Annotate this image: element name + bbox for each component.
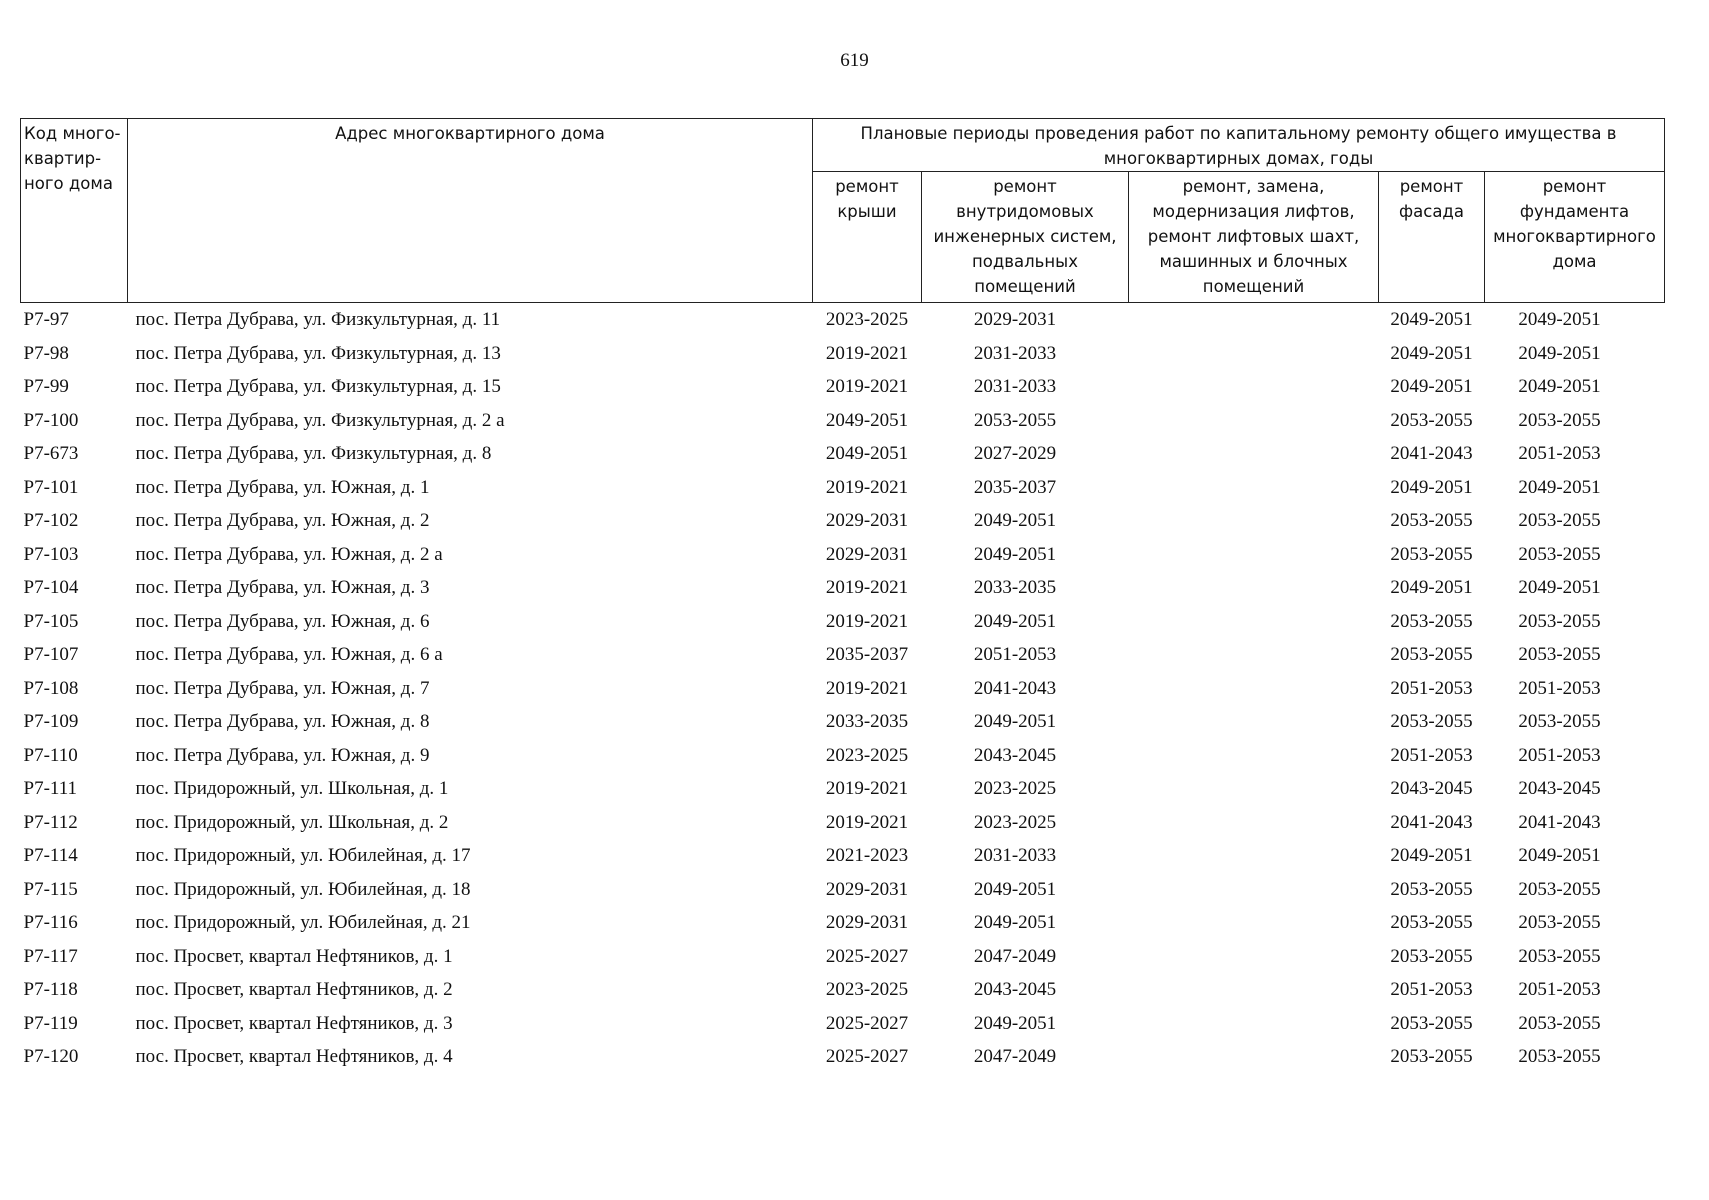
cell-foundation: 2049-2051 [1518, 476, 1601, 498]
cell-lifts [1129, 538, 1379, 572]
cell-address: пос. Петра Дубрава, ул. Южная, д. 3 [135, 577, 430, 598]
cell-roof: 2025-2027 [825, 1046, 909, 1067]
cell-code: Р7-119 [23, 1012, 78, 1034]
cell-lifts [1129, 571, 1379, 605]
cell-roof: 2019-2021 [825, 778, 909, 799]
cell-code: Р7-114 [23, 845, 78, 866]
table-row [21, 571, 1665, 605]
cell-lifts [1129, 1040, 1379, 1074]
cell-engineering: 2031-2033 [973, 845, 1057, 866]
cell-foundation: 2051-2053 [1518, 744, 1601, 766]
cell-roof: 2029-2031 [825, 912, 909, 933]
cell-lifts [1129, 370, 1379, 404]
cell-engineering: 2051-2053 [973, 644, 1057, 665]
cell-foundation: 2049-2051 [1518, 577, 1601, 598]
cell-roof: 2019-2021 [825, 577, 909, 598]
cell-code: Р7-118 [23, 979, 78, 1000]
cell-facade: 2049-2051 [1390, 476, 1473, 498]
table-row [21, 337, 1665, 371]
cell-lifts [1129, 672, 1379, 706]
cell-facade: 2053-2055 [1390, 610, 1473, 632]
cell-roof: 2029-2031 [825, 543, 909, 565]
cell-address: пос. Петра Дубрава, ул. Физкультурная, д. 2 а [135, 409, 505, 431]
cell-foundation: 2053-2055 [1518, 1046, 1601, 1067]
cell-roof: 2019-2021 [825, 342, 909, 364]
cell-roof: 2019-2021 [825, 476, 909, 498]
cell-code: Р7-100 [23, 409, 79, 431]
cell-foundation: 2053-2055 [1518, 1012, 1601, 1034]
cell-roof: 2035-2037 [825, 644, 909, 665]
cell-facade: 2049-2051 [1390, 309, 1473, 330]
cell-address: пос. Просвет, квартал Нефтяников, д. 4 [135, 1046, 453, 1067]
cell-foundation: 2051-2053 [1518, 443, 1601, 464]
cell-engineering: 2049-2051 [973, 711, 1057, 732]
table-row [21, 705, 1665, 739]
cell-address: пос. Просвет, квартал Нефтяников, д. 2 [135, 979, 453, 1000]
cell-engineering: 2049-2051 [973, 1012, 1057, 1034]
cell-facade: 2053-2055 [1390, 912, 1473, 933]
cell-code: Р7-108 [23, 677, 79, 699]
cell-engineering: 2041-2043 [973, 677, 1057, 699]
cell-roof: 2019-2021 [825, 610, 909, 632]
table-row [21, 538, 1665, 572]
cell-roof: 2021-2023 [825, 845, 909, 866]
cell-foundation: 2053-2055 [1518, 543, 1601, 565]
cell-address: пос. Петра Дубрава, ул. Южная, д. 9 [135, 744, 430, 766]
repair-schedule-table [20, 118, 1665, 1074]
cell-engineering: 2049-2051 [973, 610, 1057, 632]
cell-foundation: 2049-2051 [1518, 376, 1601, 397]
cell-facade: 2053-2055 [1390, 510, 1473, 531]
table-row [21, 370, 1665, 404]
header-roof: ремонт крыши [813, 172, 922, 303]
cell-facade: 2041-2043 [1390, 811, 1473, 833]
cell-lifts [1129, 1007, 1379, 1041]
cell-engineering: 2047-2049 [973, 1046, 1057, 1067]
cell-lifts [1129, 973, 1379, 1007]
cell-address: пос. Петра Дубрава, ул. Южная, д. 8 [135, 711, 430, 732]
cell-foundation: 2049-2051 [1518, 845, 1601, 866]
cell-code: Р7-103 [23, 543, 79, 565]
cell-engineering: 2033-2035 [973, 577, 1057, 598]
cell-engineering: 2049-2051 [973, 912, 1057, 933]
cell-facade: 2049-2051 [1390, 376, 1473, 397]
table-header [21, 119, 1665, 303]
cell-engineering: 2031-2033 [973, 376, 1057, 397]
header-periods: Плановые периоды проведения работ по капитальному ремонту общего имущества в многоквартирных домах, годы [813, 119, 1665, 172]
cell-lifts [1129, 605, 1379, 639]
cell-foundation: 2053-2055 [1518, 711, 1601, 732]
cell-address: пос. Придорожный, ул. Школьная, д. 2 [135, 811, 449, 833]
cell-facade: 2051-2053 [1390, 744, 1473, 766]
cell-engineering: 2047-2049 [973, 945, 1057, 967]
cell-roof: 2023-2025 [825, 744, 909, 766]
cell-facade: 2053-2055 [1390, 644, 1473, 665]
cell-roof: 2023-2025 [825, 979, 909, 1000]
cell-address: пос. Придорожный, ул. Юбилейная, д. 17 [135, 845, 471, 866]
cell-lifts [1129, 806, 1379, 840]
cell-address: пос. Петра Дубрава, ул. Южная, д. 6 [135, 610, 430, 632]
table-row [21, 638, 1665, 672]
table-row [21, 806, 1665, 840]
cell-address: пос. Петра Дубрава, ул. Южная, д. 1 [135, 476, 430, 498]
cell-roof: 2019-2021 [825, 811, 909, 833]
cell-facade: 2051-2053 [1390, 677, 1473, 699]
table-row [21, 1007, 1665, 1041]
cell-address: пос. Петра Дубрава, ул. Южная, д. 2 [135, 510, 430, 531]
cell-roof: 2025-2027 [825, 1012, 909, 1034]
cell-facade: 2043-2045 [1390, 778, 1473, 799]
cell-code: Р7-98 [23, 342, 69, 364]
cell-facade: 2051-2053 [1390, 979, 1473, 1000]
cell-lifts [1129, 337, 1379, 371]
cell-code: Р7-105 [23, 610, 79, 632]
cell-address: пос. Придорожный, ул. Школьная, д. 1 [135, 778, 449, 799]
cell-roof: 2049-2051 [825, 443, 909, 464]
cell-code: Р7-120 [23, 1046, 79, 1067]
cell-engineering: 2049-2051 [973, 543, 1057, 565]
table-body [21, 303, 1665, 1074]
cell-facade: 2053-2055 [1390, 1046, 1473, 1067]
cell-lifts [1129, 772, 1379, 806]
cell-foundation: 2053-2055 [1518, 945, 1601, 967]
cell-facade: 2053-2055 [1390, 878, 1473, 900]
cell-foundation: 2053-2055 [1518, 912, 1601, 933]
cell-roof: 2025-2027 [825, 945, 909, 967]
cell-lifts [1129, 940, 1379, 974]
cell-lifts [1129, 873, 1379, 907]
cell-code: Р7-112 [23, 811, 78, 833]
cell-address: пос. Петра Дубрава, ул. Физкультурная, д. 13 [135, 342, 501, 364]
cell-address: пос. Петра Дубрава, ул. Физкультурная, д. 8 [135, 443, 492, 464]
cell-lifts [1129, 705, 1379, 739]
cell-lifts [1129, 638, 1379, 672]
cell-address: пос. Придорожный, ул. Юбилейная, д. 18 [135, 878, 471, 900]
cell-foundation: 2049-2051 [1518, 309, 1601, 330]
cell-code: Р7-111 [23, 778, 77, 799]
cell-address: пос. Петра Дубрава, ул. Физкультурная, д. 11 [135, 309, 501, 330]
cell-code: Р7-116 [23, 912, 78, 933]
cell-code: Р7-107 [23, 644, 79, 665]
table-row [21, 772, 1665, 806]
cell-engineering: 2043-2045 [973, 744, 1057, 766]
cell-address: пос. Петра Дубрава, ул. Южная, д. 2 а [135, 543, 443, 565]
header-foundation: ремонт фундамента многоквартирного дома [1485, 172, 1665, 303]
cell-roof: 2033-2035 [825, 711, 909, 732]
cell-engineering: 2029-2031 [973, 309, 1057, 330]
cell-foundation: 2053-2055 [1518, 644, 1601, 665]
table-row [21, 839, 1665, 873]
cell-facade: 2049-2051 [1390, 845, 1473, 866]
table-row [21, 906, 1665, 940]
cell-facade: 2049-2051 [1390, 342, 1473, 364]
cell-code: Р7-99 [23, 376, 69, 397]
header-engineering: ремонт внутридомовых инженерных систем, подвальных помещений [922, 172, 1129, 303]
cell-engineering: 2053-2055 [973, 409, 1057, 431]
cell-foundation: 2041-2043 [1518, 811, 1601, 833]
cell-address: пос. Петра Дубрава, ул. Физкультурная, д. 15 [135, 376, 501, 397]
cell-foundation: 2053-2055 [1518, 878, 1601, 900]
cell-roof: 2019-2021 [825, 677, 909, 699]
cell-lifts [1129, 471, 1379, 505]
table-row [21, 940, 1665, 974]
header-code: Код много-квартир-ного дома [21, 119, 128, 303]
cell-lifts [1129, 906, 1379, 940]
cell-lifts [1129, 303, 1379, 337]
cell-facade: 2053-2055 [1390, 543, 1473, 565]
cell-lifts [1129, 504, 1379, 538]
cell-facade: 2053-2055 [1390, 1012, 1473, 1034]
cell-code: Р7-673 [23, 443, 79, 464]
cell-foundation: 2043-2045 [1518, 778, 1601, 799]
cell-address: пос. Петра Дубрава, ул. Южная, д. 7 [135, 677, 430, 699]
header-address: Адрес многоквартирного дома [128, 119, 813, 303]
cell-foundation: 2053-2055 [1518, 610, 1601, 632]
cell-roof: 2029-2031 [825, 510, 909, 531]
table-row [21, 605, 1665, 639]
cell-code: Р7-115 [23, 878, 78, 900]
table-row [21, 873, 1665, 907]
cell-code: Р7-109 [23, 711, 79, 732]
cell-engineering: 2035-2037 [973, 476, 1057, 498]
cell-code: Р7-117 [23, 945, 78, 967]
cell-facade: 2049-2051 [1390, 577, 1473, 598]
cell-foundation: 2053-2055 [1518, 409, 1601, 431]
page-number: 619 [840, 50, 869, 71]
cell-engineering: 2031-2033 [973, 342, 1057, 364]
cell-code: Р7-110 [23, 744, 78, 766]
table-row [21, 404, 1665, 438]
cell-engineering: 2049-2051 [973, 878, 1057, 900]
table-row [21, 1040, 1665, 1074]
table-row [21, 973, 1665, 1007]
cell-roof: 2019-2021 [825, 376, 909, 397]
cell-roof: 2029-2031 [825, 878, 909, 900]
table-row [21, 739, 1665, 773]
cell-foundation: 2051-2053 [1518, 979, 1601, 1000]
table-row [21, 672, 1665, 706]
cell-engineering: 2023-2025 [973, 778, 1057, 799]
cell-lifts [1129, 437, 1379, 471]
cell-foundation: 2051-2053 [1518, 677, 1601, 699]
cell-lifts [1129, 839, 1379, 873]
cell-foundation: 2053-2055 [1518, 510, 1601, 531]
cell-roof: 2023-2025 [825, 309, 909, 330]
table-row [21, 471, 1665, 505]
cell-engineering: 2043-2045 [973, 979, 1057, 1000]
cell-roof: 2049-2051 [825, 409, 909, 431]
cell-engineering: 2049-2051 [973, 510, 1057, 531]
cell-facade: 2053-2055 [1390, 945, 1473, 967]
cell-facade: 2053-2055 [1390, 711, 1473, 732]
cell-address: пос. Просвет, квартал Нефтяников, д. 3 [135, 1012, 453, 1034]
cell-address: пос. Петра Дубрава, ул. Южная, д. 6 а [135, 644, 443, 665]
cell-code: Р7-97 [23, 309, 69, 330]
cell-foundation: 2049-2051 [1518, 342, 1601, 364]
cell-engineering: 2023-2025 [973, 811, 1057, 833]
cell-facade: 2053-2055 [1390, 409, 1473, 431]
cell-code: Р7-102 [23, 510, 79, 531]
cell-address: пос. Просвет, квартал Нефтяников, д. 1 [135, 945, 453, 967]
cell-address: пос. Придорожный, ул. Юбилейная, д. 21 [135, 912, 471, 933]
cell-facade: 2041-2043 [1390, 443, 1473, 464]
table-row [21, 303, 1665, 337]
table-row [21, 437, 1665, 471]
cell-engineering: 2027-2029 [973, 443, 1057, 464]
cell-lifts [1129, 404, 1379, 438]
header-facade: ремонт фасада [1379, 172, 1485, 303]
header-lifts: ремонт, замена, модернизация лифтов, ремонт лифтовых шахт, машинных и блочных помещений [1129, 172, 1379, 303]
cell-code: Р7-101 [23, 476, 79, 498]
cell-code: Р7-104 [23, 577, 79, 598]
cell-lifts [1129, 739, 1379, 773]
table-row [21, 504, 1665, 538]
